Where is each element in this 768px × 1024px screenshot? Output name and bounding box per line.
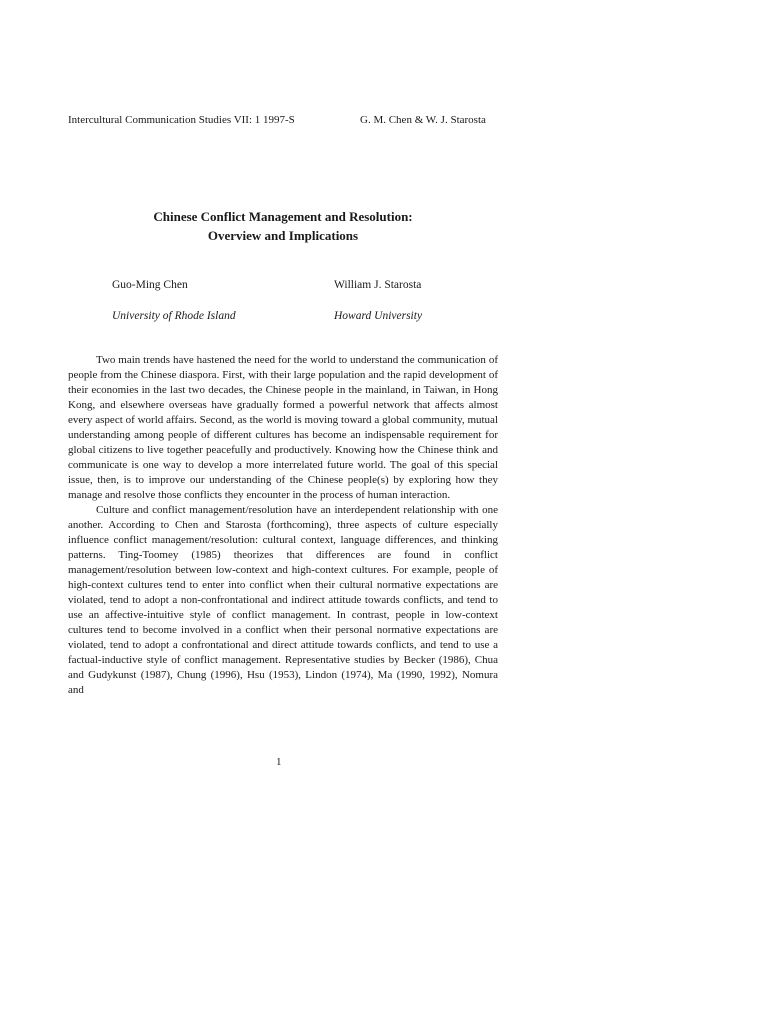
running-head-authors: G. M. Chen & W. J. Starosta [360, 114, 486, 126]
author-affiliation: University of Rhode Island [112, 310, 236, 322]
author-1 [112, 278, 236, 323]
paragraph: Culture and conflict management/resolution have an interdependent relationship with one another. According to Chen and Starosta (forthcoming), three aspects of culture especially influence conflict management/resolution: cultural context, language differences, and thinking patterns. Ting-Toomey (1985) theorizes that differences are found in conflict management/resolution between low-context and high-context cultures. For example, people of high-context cultures tend to enter into conflict when their cultural normative expectations are violated, tend to adopt a non-confrontational and indirect attitude towards conflicts, and tend to use an affective-intuitive style of conflict management. In contrast, people in low-context cultures tend to become involved in a conflict when their personal normative expectations are violated, tend to adopt a confrontational and direct attitude towards conflicts, and tend to use a factual-inductive style of conflict management. Representative studies by Becker (1986), Chua and Gudykunst (1987), Chung (1996), Hsu (1953), Lindon (1974), Ma (1990, 1992), Nomura and [68, 504, 498, 696]
author-name: William J. Starosta [334, 279, 422, 291]
paragraph: Two main trends have hastened the need for the world to understand the communication of people from the Chinese diaspora. First, with their large population and the rapid development of their economies in the last two decades, the Chinese people in the mainland, in Taiwan, in Hong Kong, and elsewhere overseas have gradually formed a powerful network that affects almost every aspect of world affairs. Second, as the world is moving toward a global community, mutual understanding among people of different cultures has become an indispensable requirement for global citizens to live together peacefully and productively. Knowing how the Chinese think and communicate is one way to develop a more interrelated future world. The goal of this special issue, then, is to improve our understanding of the Chinese people(s) by exploring how they manage and resolve those conflicts they encounter in the process of human interaction. [68, 354, 498, 501]
author-name: Guo-Ming Chen [112, 279, 188, 291]
title-line-1: Chinese Conflict Management and Resolution: [153, 209, 413, 224]
title-line-2: Overview and Implications [207, 228, 359, 243]
author-affiliation: Howard University [334, 310, 423, 322]
author-2 [334, 278, 422, 323]
page-number: 1 [276, 756, 282, 768]
body-text [68, 353, 498, 698]
journal-citation: Intercultural Communication Studies VII: 1 1997-S [68, 114, 295, 126]
paper-title [68, 207, 498, 245]
